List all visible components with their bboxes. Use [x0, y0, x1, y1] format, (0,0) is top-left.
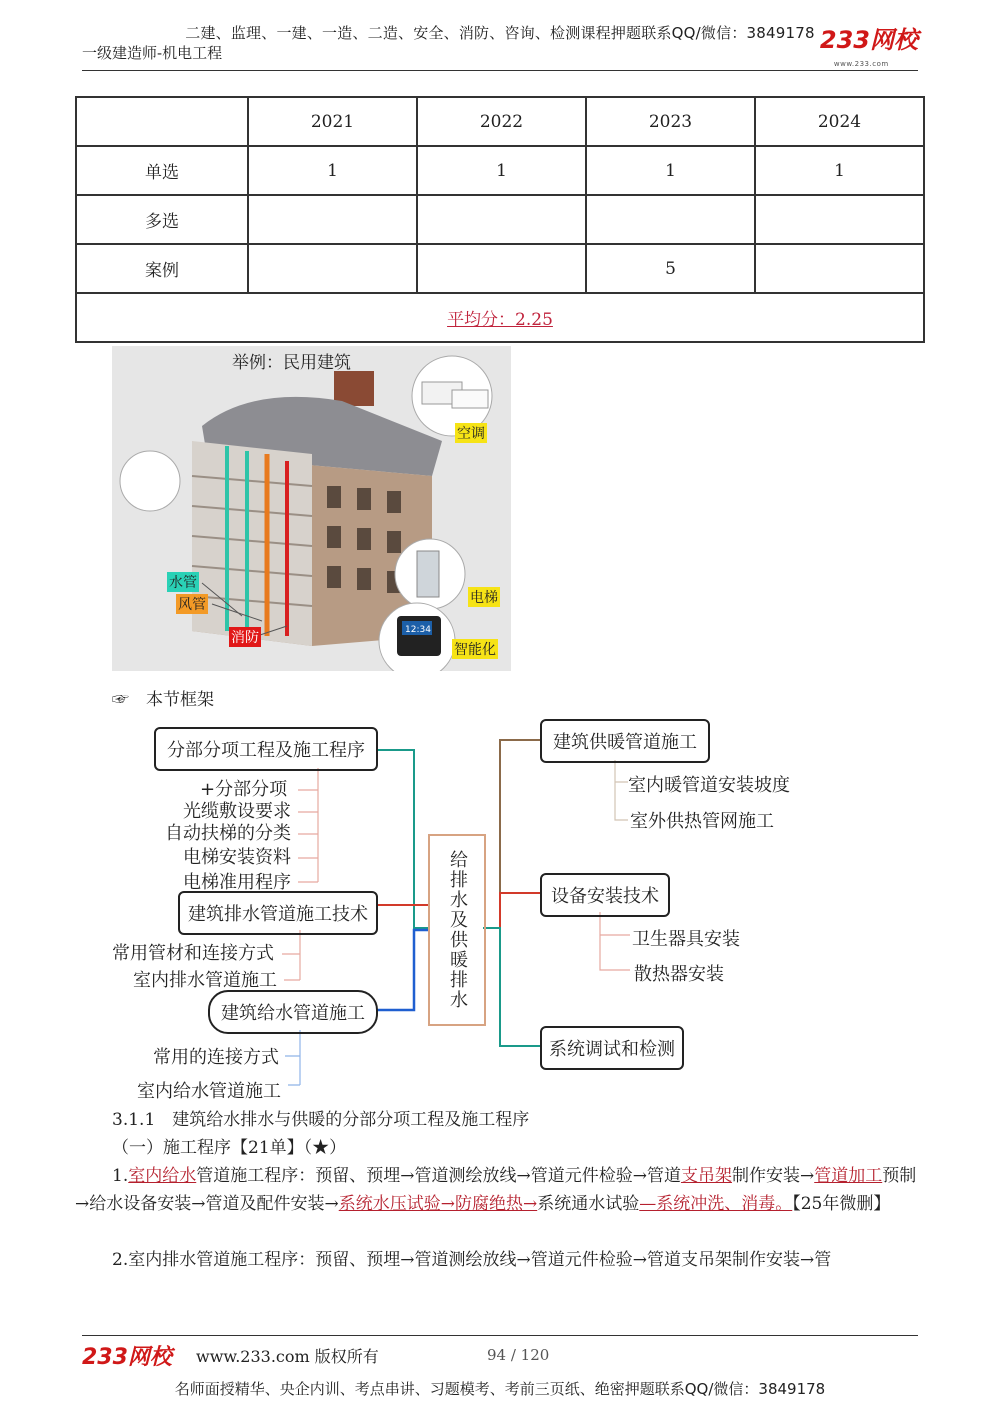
mindmap-leaf: 室内排水管道施工 [133, 970, 277, 991]
table-row [76, 293, 924, 342]
mindmap-leaf: 散热器安装 [634, 964, 724, 985]
table-cell [755, 195, 924, 244]
exam-stats-table [75, 96, 925, 343]
average-score-cell [76, 293, 924, 342]
mindmap-center-node: 给排水及供暖排水 [428, 834, 486, 1026]
year-header: 2021 [248, 97, 417, 146]
table-cell [248, 244, 417, 293]
label-elevator: 电梯 [468, 587, 500, 607]
header-subject: 一级建造师-机电工程 [82, 44, 223, 62]
average-score: 平均分：2.25 [447, 310, 553, 330]
table-cell [586, 195, 755, 244]
mindmap-leaf: 室内给水管道施工 [137, 1081, 281, 1102]
mindmap-leaf: +分部分项 [200, 779, 288, 800]
mindmap-leaf: 常用管材和连接方式 [112, 943, 274, 964]
table-cell: 5 [586, 244, 755, 293]
illustration-title: 举例：民用建筑 [232, 353, 351, 373]
table-row [76, 244, 924, 293]
mindmap-leaf: 电梯准用程序 [183, 872, 291, 893]
table-cell: 1 [417, 146, 586, 195]
mindmap-leaf: 自动扶梯的分类 [165, 823, 291, 844]
table-cell: 1 [586, 146, 755, 195]
table-cell: 1 [755, 146, 924, 195]
label-fire: 消防 [229, 627, 261, 647]
table-cell [248, 195, 417, 244]
mindmap-leaf: 光缆敷设要求 [183, 801, 291, 822]
label-air-duct: 风管 [176, 594, 208, 614]
mindmap-leaf: 室外供热管网施工 [630, 811, 774, 832]
mindmap-node-right-2: 设备安装技术 [540, 873, 670, 917]
table-cell [417, 244, 586, 293]
clock-display: 12:34 [405, 625, 431, 635]
paragraph-1: 1.室内给水管道施工程序：预留、预埋→管道测绘放线→管道元件检验→管道支吊架制作安装→管道加工预制→给水设备安装→管道及配件安装→系统水压试验→防腐绝热→系统通水试验—系统冲洗、消毒。【25年微删】 [75, 1166, 917, 1214]
building-svg [112, 346, 511, 671]
header-contact: 二建、监理、一建、一造、二造、安全、消防、咨询、检测课程押题联系QQ/微信：3849178 [185, 24, 815, 42]
label-smart: 智能化 [452, 639, 498, 659]
mindmap-node-right-3: 系统调试和检测 [540, 1026, 684, 1070]
table-cell [417, 195, 586, 244]
mindmap-node-left-1: 分部分项工程及施工程序 [154, 727, 378, 771]
paragraph-2: 2.室内排水管道施工程序：预留、预埋→管道测绘放线→管道元件检验→管道支吊架制作安装→管 [112, 1250, 832, 1270]
year-header: 2024 [755, 97, 924, 146]
footer-contact: 名师面授精华、央企内训、考点串讲、习题模考、考前三页纸、绝密押题联系QQ/微信：3849178 [174, 1380, 826, 1398]
footer-copyright: www.233.com 版权所有 [196, 1347, 379, 1366]
label-water-pipe: 水管 [167, 572, 199, 592]
mindmap-node-left-2: 建筑排水管道施工技术 [178, 891, 378, 935]
framework-heading: ☞ 本节框架 [112, 690, 214, 710]
year-header: 2022 [417, 97, 586, 146]
table-cell: 1 [248, 146, 417, 195]
building-illustration [112, 346, 511, 671]
table-corner-cell [76, 97, 248, 146]
header-divider [82, 70, 918, 71]
mindmap-node-left-3: 建筑给水管道施工 [208, 990, 378, 1034]
mindmap-leaf: 室内暖管道安装坡度 [628, 775, 790, 796]
mindmap-node-right-1: 建筑供暖管道施工 [540, 719, 710, 763]
table-row [76, 146, 924, 195]
table-row [76, 195, 924, 244]
footer-logo: 233网校 [82, 1345, 172, 1370]
row-label: 案例 [76, 244, 248, 293]
row-label: 多选 [76, 195, 248, 244]
mindmap-leaf: 卫生器具安装 [632, 929, 740, 950]
row-label: 单选 [76, 146, 248, 195]
table-cell [755, 244, 924, 293]
mindmap-leaf: 电梯安装资料 [183, 847, 291, 868]
section-subheading: （一）施工程序【21单】（★） [112, 1138, 347, 1158]
section-heading: 3.1.1 建筑给水排水与供暖的分部分项工程及施工程序 [112, 1110, 530, 1130]
footer-divider [82, 1335, 918, 1336]
mindmap-leaf: 常用的连接方式 [153, 1047, 279, 1068]
brand-logo: 233网校 www.233.com [819, 26, 918, 68]
year-header: 2023 [586, 97, 755, 146]
table-header-row [76, 97, 924, 146]
label-ac: 空调 [455, 423, 487, 443]
page-number: 94 / 120 [487, 1346, 550, 1364]
